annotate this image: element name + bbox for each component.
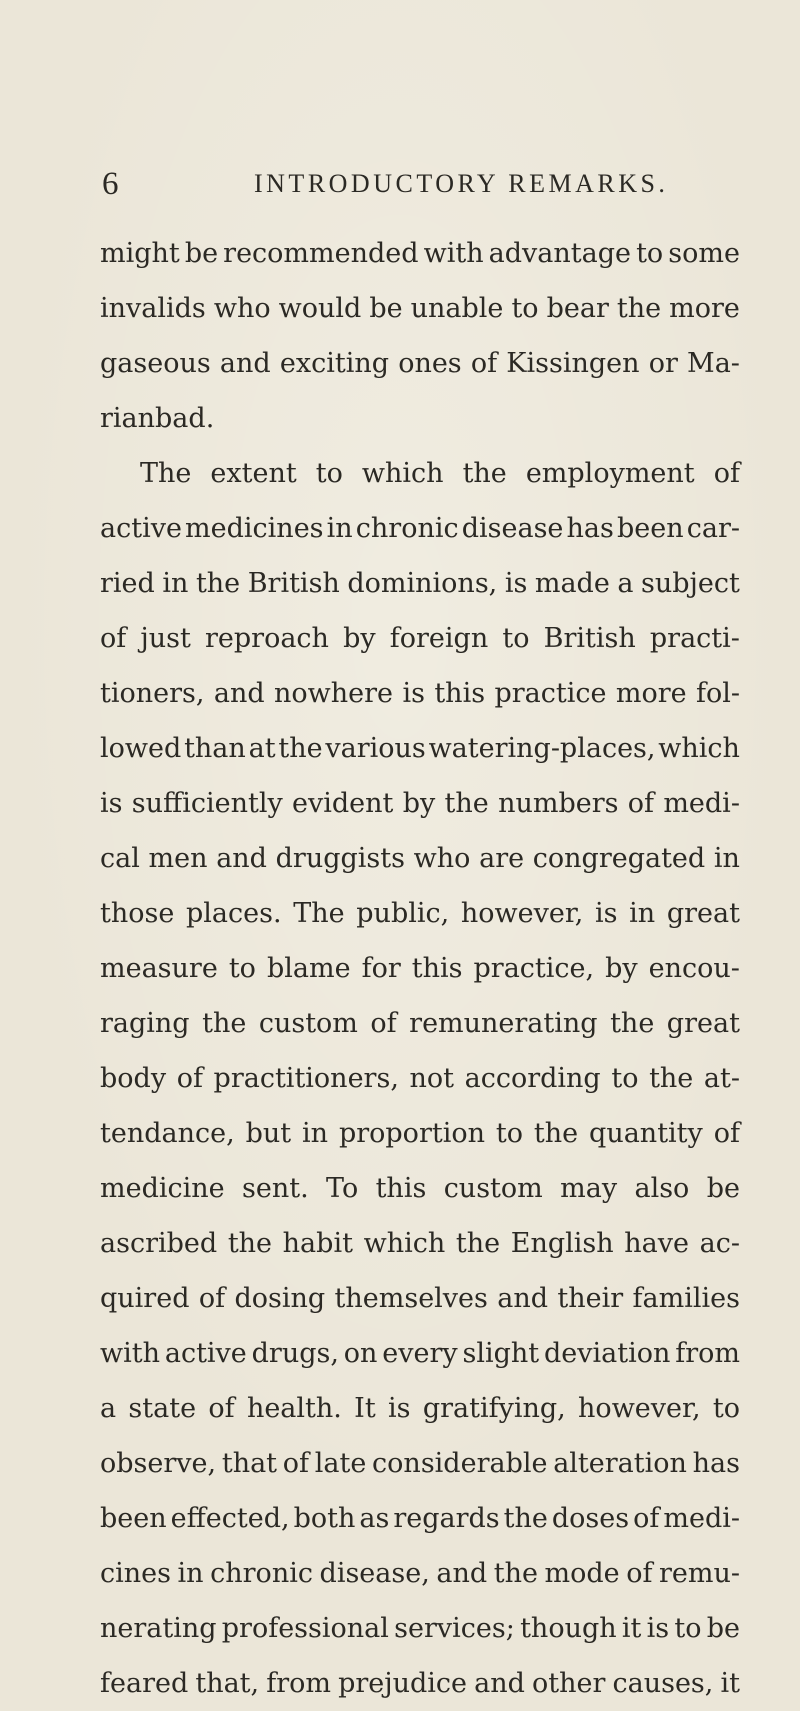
word: not bbox=[409, 1063, 455, 1094]
text-line bbox=[100, 886, 740, 941]
word: of bbox=[198, 1283, 226, 1314]
word: watering-places, bbox=[428, 733, 656, 764]
word: to bbox=[495, 1118, 523, 1149]
word: British bbox=[247, 568, 340, 599]
running-head bbox=[102, 164, 742, 204]
word: the bbox=[649, 1063, 694, 1094]
word: just bbox=[140, 623, 191, 654]
word: doses bbox=[551, 1503, 630, 1534]
word: to bbox=[502, 623, 530, 654]
word: this bbox=[434, 678, 486, 709]
word: ascribed bbox=[100, 1228, 218, 1259]
word: prejudice bbox=[338, 1668, 468, 1699]
word: been bbox=[616, 513, 684, 544]
word: extent bbox=[210, 458, 297, 489]
word: services; bbox=[394, 1613, 515, 1644]
word: ones bbox=[398, 348, 462, 379]
word: and bbox=[497, 1283, 549, 1314]
word: to bbox=[712, 1393, 740, 1424]
word: to bbox=[511, 293, 539, 324]
word: observe, bbox=[100, 1448, 217, 1479]
word: as bbox=[359, 1503, 390, 1534]
word: drugs, bbox=[251, 1338, 339, 1369]
word: from bbox=[266, 1668, 331, 1699]
word: and bbox=[219, 348, 271, 379]
word: the bbox=[195, 568, 241, 599]
word: in bbox=[302, 1118, 329, 1149]
word: for bbox=[361, 953, 401, 984]
word: encou- bbox=[648, 953, 740, 984]
word: practitioners, bbox=[213, 1063, 399, 1094]
word: this bbox=[375, 1173, 427, 1204]
word: to bbox=[674, 1613, 702, 1644]
word: tendance, bbox=[100, 1118, 235, 1149]
text-line bbox=[100, 1271, 740, 1326]
word: tioners, bbox=[100, 678, 205, 709]
word: who bbox=[413, 843, 471, 874]
word: to bbox=[611, 1063, 639, 1094]
word: the bbox=[503, 1503, 548, 1534]
word: disease bbox=[461, 513, 564, 544]
word: remunerating bbox=[409, 1008, 598, 1039]
word: may bbox=[560, 1173, 618, 1204]
word: also bbox=[634, 1173, 690, 1204]
word: medicine bbox=[100, 1173, 225, 1204]
word: fol- bbox=[695, 678, 740, 709]
word: on bbox=[343, 1338, 378, 1369]
text-line bbox=[100, 1161, 740, 1216]
text-line bbox=[100, 1656, 740, 1711]
word: custom bbox=[258, 1008, 358, 1039]
word: families bbox=[632, 1283, 740, 1314]
word: which bbox=[658, 733, 740, 764]
text-line bbox=[100, 336, 740, 391]
word: the bbox=[462, 458, 507, 489]
word: professional bbox=[221, 1613, 389, 1644]
word: public, bbox=[356, 898, 450, 929]
word: recommended bbox=[223, 238, 419, 269]
word: however, bbox=[460, 898, 584, 929]
word: be bbox=[706, 1173, 740, 1204]
word: which bbox=[363, 1228, 446, 1259]
word: more bbox=[669, 293, 740, 324]
running-title: INTRODUCTORY REMARKS. bbox=[254, 169, 669, 198]
word: of bbox=[713, 458, 740, 489]
word: active bbox=[164, 1338, 247, 1369]
text-line bbox=[100, 281, 740, 336]
word: druggists bbox=[275, 843, 405, 874]
word: of bbox=[208, 1393, 235, 1424]
text-line bbox=[100, 721, 740, 776]
word: remu- bbox=[659, 1558, 740, 1589]
word: and bbox=[216, 843, 267, 874]
text-line bbox=[100, 1601, 740, 1656]
text-line bbox=[100, 1106, 740, 1161]
word: alteration bbox=[553, 1448, 687, 1479]
word: deviation bbox=[544, 1338, 671, 1369]
page-number: 6 bbox=[102, 166, 119, 202]
word: is bbox=[402, 678, 425, 709]
word: in bbox=[629, 898, 656, 929]
word: of bbox=[627, 788, 655, 819]
word: measure bbox=[100, 953, 218, 984]
word: be bbox=[706, 1613, 740, 1644]
word: state bbox=[128, 1393, 197, 1424]
word: proportion bbox=[338, 1118, 485, 1149]
word: the bbox=[455, 1228, 501, 1259]
word: medi- bbox=[663, 788, 740, 819]
text-line bbox=[100, 1381, 740, 1436]
text-line bbox=[100, 611, 740, 666]
text-line bbox=[100, 831, 740, 886]
word: nowhere bbox=[274, 678, 394, 709]
word: is bbox=[100, 788, 123, 819]
word: late bbox=[314, 1448, 367, 1479]
word: Ma- bbox=[687, 348, 740, 379]
word: be bbox=[184, 238, 219, 269]
word: active bbox=[100, 513, 182, 544]
text-line bbox=[100, 226, 740, 281]
word: that, bbox=[195, 1668, 260, 1699]
word: this bbox=[411, 953, 463, 984]
word: every bbox=[382, 1338, 458, 1369]
word: chronic bbox=[355, 513, 459, 544]
word: To bbox=[326, 1173, 359, 1204]
word: various bbox=[325, 733, 426, 764]
word: that bbox=[221, 1448, 278, 1479]
word: be bbox=[369, 293, 403, 324]
word: lowed bbox=[100, 733, 182, 764]
word: the bbox=[616, 293, 662, 324]
text-line bbox=[100, 556, 740, 611]
word: of bbox=[282, 1448, 310, 1479]
word: a bbox=[100, 1393, 117, 1424]
text-line bbox=[100, 1216, 740, 1271]
word: health. bbox=[246, 1393, 342, 1424]
word: than bbox=[184, 733, 246, 764]
word: mode bbox=[544, 1558, 620, 1589]
text-line bbox=[100, 1491, 740, 1546]
word: might bbox=[100, 238, 180, 269]
text-line bbox=[100, 1051, 740, 1106]
text-line bbox=[100, 1326, 740, 1381]
word: slight bbox=[462, 1338, 540, 1369]
word: blame bbox=[266, 953, 351, 984]
word: gaseous bbox=[100, 348, 211, 379]
word: The bbox=[140, 458, 192, 489]
word: some bbox=[668, 238, 740, 269]
word: reproach bbox=[205, 623, 329, 654]
word: the bbox=[610, 1008, 655, 1039]
word: exciting bbox=[279, 348, 389, 379]
word: by bbox=[343, 623, 376, 654]
word: it bbox=[720, 1668, 740, 1699]
word: congregated bbox=[532, 843, 706, 874]
text-line bbox=[100, 501, 740, 556]
word: regards bbox=[393, 1503, 500, 1534]
word: of bbox=[176, 1063, 203, 1094]
word: disease, bbox=[319, 1558, 430, 1589]
word: custom bbox=[443, 1173, 543, 1204]
text-line bbox=[100, 1546, 740, 1601]
text-line bbox=[100, 996, 740, 1051]
word: at bbox=[248, 733, 276, 764]
word: ac- bbox=[699, 1228, 740, 1259]
word: practi- bbox=[649, 623, 740, 654]
word: or bbox=[648, 348, 678, 379]
word: has bbox=[692, 1448, 740, 1479]
word: which bbox=[361, 458, 444, 489]
text-line bbox=[100, 1436, 740, 1491]
body-text bbox=[100, 226, 740, 1711]
word: employment bbox=[525, 458, 695, 489]
word: and bbox=[474, 1668, 525, 1699]
word: advantage bbox=[488, 238, 632, 269]
word: a bbox=[617, 568, 634, 599]
word: in bbox=[713, 843, 740, 874]
word: dosing bbox=[234, 1283, 326, 1314]
word: cal bbox=[100, 843, 140, 874]
word: however, bbox=[578, 1393, 701, 1424]
word: has bbox=[566, 513, 614, 544]
word: the bbox=[444, 788, 489, 819]
word: considerable bbox=[372, 1448, 548, 1479]
text-line bbox=[100, 776, 740, 831]
word: both bbox=[293, 1503, 356, 1534]
word: but bbox=[245, 1118, 292, 1149]
word: in bbox=[326, 513, 353, 544]
word: causes, bbox=[612, 1668, 714, 1699]
word: Kissingen bbox=[506, 348, 640, 379]
word: bear bbox=[546, 293, 609, 324]
word: feared bbox=[100, 1668, 189, 1699]
word: the bbox=[533, 1118, 579, 1149]
word: it bbox=[621, 1613, 642, 1644]
word: to bbox=[636, 238, 664, 269]
word: have bbox=[624, 1228, 689, 1259]
word: of bbox=[370, 1008, 397, 1039]
word: though bbox=[520, 1613, 617, 1644]
word: great bbox=[666, 1008, 740, 1039]
word: ried bbox=[100, 568, 155, 599]
word: English bbox=[510, 1228, 614, 1259]
word: those bbox=[100, 898, 175, 929]
word: themselves bbox=[334, 1283, 488, 1314]
word: and bbox=[436, 1558, 488, 1589]
word: sufficiently bbox=[131, 788, 283, 819]
word: the bbox=[493, 1558, 538, 1589]
word: invalids bbox=[100, 293, 206, 324]
word: men bbox=[148, 843, 208, 874]
word: by bbox=[402, 788, 436, 819]
word: gratifying, bbox=[422, 1393, 566, 1424]
word: numbers bbox=[498, 788, 619, 819]
text-line bbox=[100, 941, 740, 996]
word: been bbox=[100, 1503, 167, 1534]
word: is bbox=[504, 568, 528, 599]
word: foreign bbox=[389, 623, 489, 654]
word: effected, bbox=[170, 1503, 290, 1534]
word: made bbox=[534, 568, 610, 599]
word: with bbox=[100, 1338, 160, 1369]
word: to bbox=[315, 458, 343, 489]
word: places. bbox=[186, 898, 282, 929]
text-line bbox=[100, 666, 740, 721]
word: the bbox=[202, 1008, 247, 1039]
word: nerating bbox=[100, 1613, 217, 1644]
word: of bbox=[470, 348, 498, 379]
word: The bbox=[293, 898, 345, 929]
word: their bbox=[557, 1283, 624, 1314]
word: great bbox=[666, 898, 740, 929]
word: more bbox=[615, 678, 687, 709]
word: are bbox=[479, 843, 525, 874]
word: is bbox=[646, 1613, 670, 1644]
text-line bbox=[100, 446, 740, 501]
word: dominions, bbox=[347, 568, 498, 599]
word: habit bbox=[282, 1228, 353, 1259]
word: in bbox=[162, 568, 189, 599]
word: and bbox=[213, 678, 265, 709]
word: car- bbox=[686, 513, 740, 544]
word: is bbox=[595, 898, 618, 929]
word: to bbox=[228, 953, 256, 984]
text-line bbox=[100, 391, 740, 446]
word: raging bbox=[100, 1008, 190, 1039]
word: rianbad. bbox=[100, 403, 215, 434]
word: the bbox=[227, 1228, 273, 1259]
word: by bbox=[605, 953, 638, 984]
word: in bbox=[177, 1558, 204, 1589]
word: quantity bbox=[589, 1118, 703, 1149]
word: of bbox=[626, 1558, 653, 1589]
word: quired bbox=[100, 1283, 190, 1314]
word: of bbox=[633, 1503, 660, 1534]
word: according bbox=[464, 1063, 601, 1094]
word: of bbox=[100, 623, 127, 654]
word: British bbox=[543, 623, 636, 654]
word: who bbox=[213, 293, 271, 324]
word: with bbox=[423, 238, 484, 269]
word: other bbox=[532, 1668, 606, 1699]
word: evident bbox=[292, 788, 394, 819]
word: practice, bbox=[473, 953, 595, 984]
word: unable bbox=[410, 293, 504, 324]
word: subject bbox=[641, 568, 740, 599]
word: of bbox=[713, 1118, 740, 1149]
word: body bbox=[100, 1063, 167, 1094]
word: It bbox=[354, 1393, 376, 1424]
word: is bbox=[388, 1393, 411, 1424]
word: at- bbox=[703, 1063, 740, 1094]
word: cines bbox=[100, 1558, 171, 1589]
word: would bbox=[278, 293, 362, 324]
word: medicines bbox=[185, 513, 324, 544]
word: the bbox=[278, 733, 323, 764]
word: sent. bbox=[242, 1173, 309, 1204]
word: medi- bbox=[663, 1503, 740, 1534]
word: practice bbox=[494, 678, 607, 709]
word: chronic bbox=[210, 1558, 313, 1589]
word: from bbox=[675, 1338, 740, 1369]
